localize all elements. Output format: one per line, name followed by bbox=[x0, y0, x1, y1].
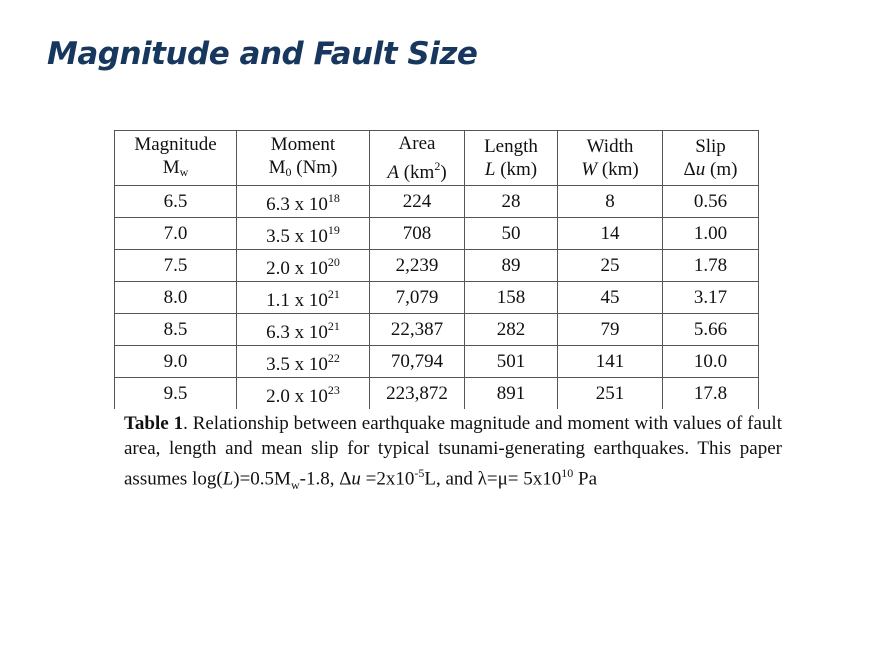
cell-length: 891 bbox=[465, 378, 558, 410]
cell-length: 282 bbox=[465, 314, 558, 346]
cell-length: 50 bbox=[465, 218, 558, 250]
table-row bbox=[115, 186, 759, 218]
cell-slip: 3.17 bbox=[663, 282, 759, 314]
table-figure bbox=[114, 130, 784, 498]
table-row bbox=[115, 346, 759, 378]
header-length: Length L (km) bbox=[465, 131, 558, 186]
cell-magnitude: 9.0 bbox=[115, 346, 237, 378]
cell-width: 251 bbox=[558, 378, 663, 410]
cell-moment: 2.0 x $10^{23}$ bbox=[237, 378, 370, 410]
cell-area: 7,079 bbox=[370, 282, 465, 314]
header-slip: Slip Δu (m) bbox=[663, 131, 759, 186]
cell-width: 8 bbox=[558, 186, 663, 218]
table-row bbox=[115, 218, 759, 250]
cell-moment: 3.5 x $10^{19}$ bbox=[237, 218, 370, 250]
cell-magnitude: 6.5 bbox=[115, 186, 237, 218]
header-area: Area A $(km^2)$ bbox=[370, 131, 465, 186]
table-caption: Table 1. Relationship between earthquake magnitude and moment with values of fault area, length and mean slip for typical tsunami-generating earthquakes. This paper assumes $\log(L)=0.5M_w-1.8$, $\Delta u =2x10^{-5}L$, and $\lambda=\mu= 5x10^{10}$ Pa bbox=[124, 413, 782, 493]
cell-area: 2,239 bbox=[370, 250, 465, 282]
table-row bbox=[115, 314, 759, 346]
cell-magnitude: 8.5 bbox=[115, 314, 237, 346]
table-row bbox=[115, 250, 759, 282]
cell-moment: 1.1 x $10^{21}$ bbox=[237, 282, 370, 314]
cell-area: 224 bbox=[370, 186, 465, 218]
cell-moment: 2.0 x $10^{20}$ bbox=[237, 250, 370, 282]
cell-moment: 6.3 x $10^{21}$ bbox=[237, 314, 370, 346]
cell-slip: 17.8 bbox=[663, 378, 759, 410]
header-moment: Moment $M_0$ (Nm) bbox=[237, 131, 370, 186]
cell-slip: 0.56 bbox=[663, 186, 759, 218]
cell-length: 501 bbox=[465, 346, 558, 378]
header-magnitude: Magnitude $M_w$ bbox=[115, 131, 237, 186]
table-row bbox=[115, 282, 759, 314]
header-width: Width W (km) bbox=[558, 131, 663, 186]
cell-width: 45 bbox=[558, 282, 663, 314]
cell-length: 158 bbox=[465, 282, 558, 314]
cell-area: 708 bbox=[370, 218, 465, 250]
slide-title: Magnitude and Fault Size bbox=[47, 36, 478, 72]
cell-area: 22,387 bbox=[370, 314, 465, 346]
cell-area: 70,794 bbox=[370, 346, 465, 378]
cell-slip: 1.00 bbox=[663, 218, 759, 250]
cell-width: 25 bbox=[558, 250, 663, 282]
cell-length: 89 bbox=[465, 250, 558, 282]
cell-magnitude: 7.5 bbox=[115, 250, 237, 282]
magnitude-fault-table bbox=[114, 130, 759, 409]
cell-magnitude: 7.0 bbox=[115, 218, 237, 250]
cell-width: 141 bbox=[558, 346, 663, 378]
cell-magnitude: 9.5 bbox=[115, 378, 237, 410]
cell-area: 223,872 bbox=[370, 378, 465, 410]
cell-length: 28 bbox=[465, 186, 558, 218]
table-header-row bbox=[115, 131, 759, 186]
cell-magnitude: 8.0 bbox=[115, 282, 237, 314]
cell-slip: 1.78 bbox=[663, 250, 759, 282]
cell-slip: 10.0 bbox=[663, 346, 759, 378]
cell-width: 79 bbox=[558, 314, 663, 346]
cell-moment: 6.3 x $10^{18}$ bbox=[237, 186, 370, 218]
cell-width: 14 bbox=[558, 218, 663, 250]
table-body bbox=[115, 186, 759, 410]
table-row bbox=[115, 378, 759, 410]
cell-slip: 5.66 bbox=[663, 314, 759, 346]
cell-moment: 3.5 x $10^{22}$ bbox=[237, 346, 370, 378]
